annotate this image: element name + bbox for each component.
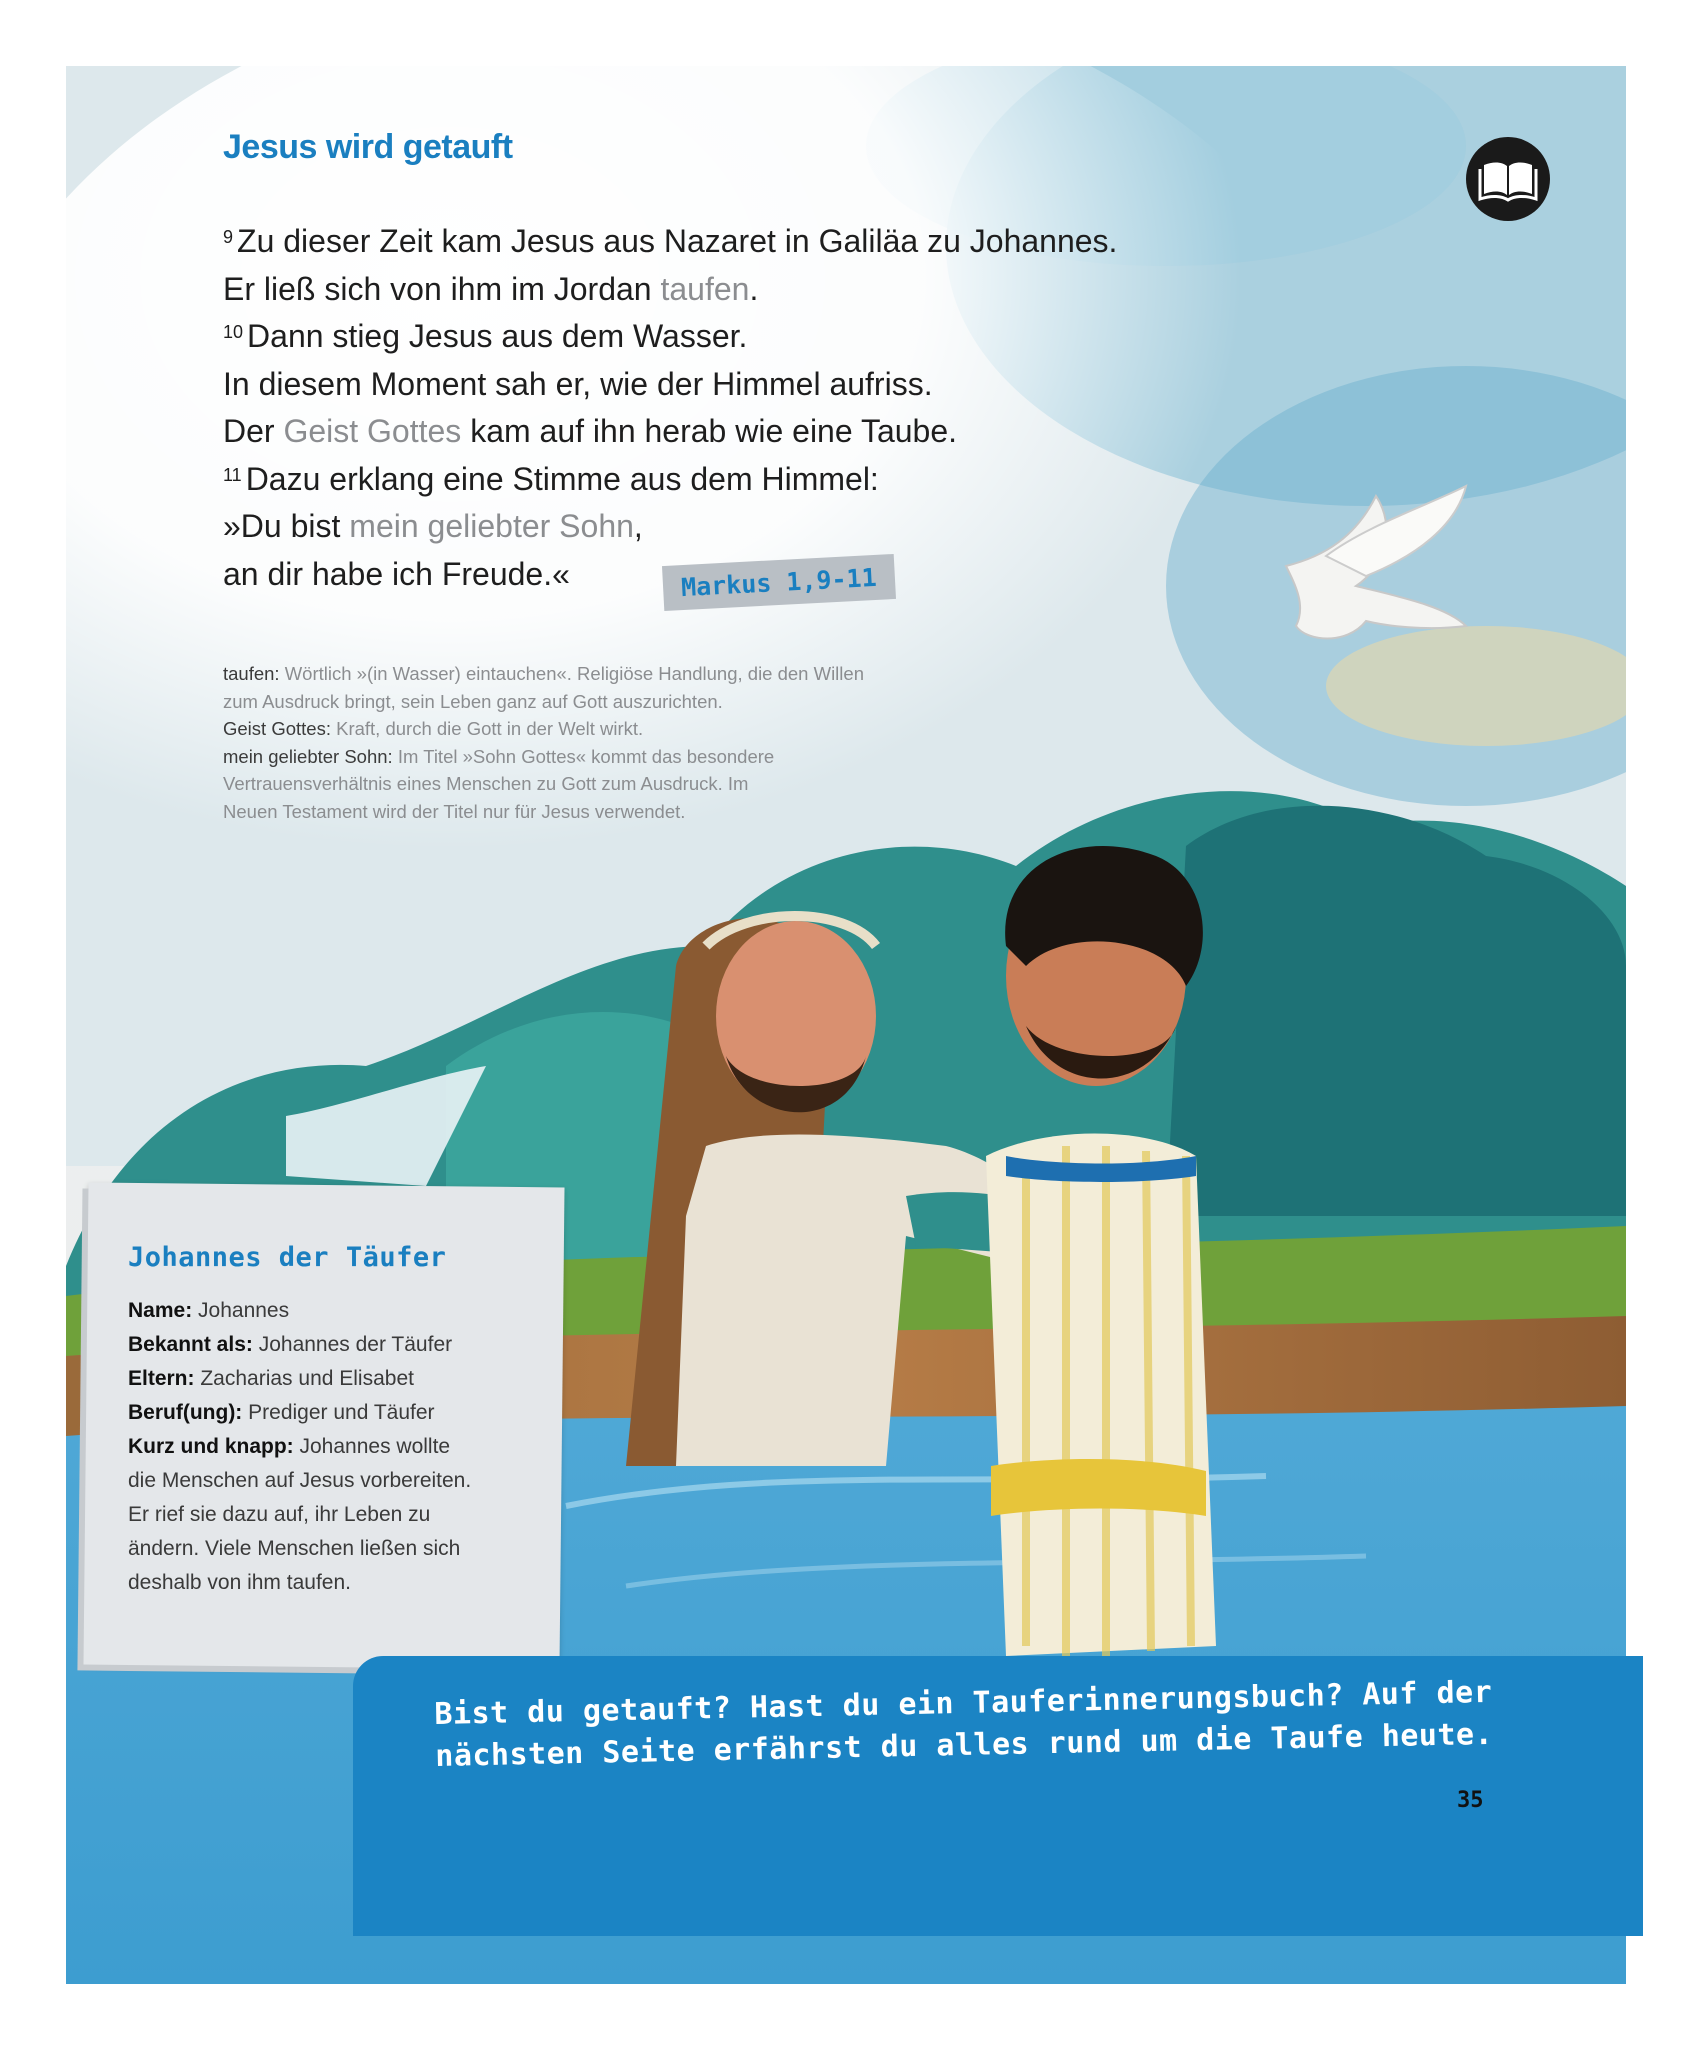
- verse-line: [223, 361, 1123, 409]
- glossary-text: zum Ausdruck bringt, sein Leben ganz auf Gott auszurichten.: [223, 690, 723, 712]
- verse-text: .: [749, 270, 759, 307]
- glossary: [223, 660, 864, 825]
- profile-value: Er rief sie dazu auf, ihr Leben zu: [128, 1503, 431, 1526]
- glossary-term: taufen:: [223, 663, 280, 684]
- glossary-term-highlight: Geist Gottes: [283, 413, 462, 449]
- verse-text: an dir habe ich Freude.«: [223, 555, 570, 592]
- profile-value: Zacharias und Elisabet: [194, 1367, 414, 1390]
- verse-text: kam auf ihn herab wie eine Taube.: [461, 413, 958, 449]
- profile-facts: [128, 1294, 548, 1600]
- glossary-line: [223, 743, 823, 771]
- banner-line: nächsten Seite erfährst du alles rund um die Taufe heute.: [434, 1716, 1494, 1774]
- profile-line: [128, 1566, 548, 1600]
- verse-text: ,: [633, 508, 643, 544]
- bible-reference: Markus 1,9-11: [662, 554, 896, 611]
- profile-label: Name:: [128, 1299, 193, 1322]
- profile-label: Eltern:: [128, 1367, 195, 1390]
- glossary-line: [223, 798, 823, 826]
- glossary-line: [223, 688, 823, 716]
- verse-text: Zu dieser Zeit kam Jesus aus Nazaret in Galiläa zu Johannes.: [237, 223, 1118, 259]
- verse-line: [223, 313, 1123, 361]
- verse-line: [223, 456, 1123, 504]
- verse-text: »Du bist: [223, 508, 350, 544]
- profile-line: [128, 1532, 548, 1566]
- profile-value: Johannes der Täufer: [252, 1333, 453, 1356]
- verse-text: Er ließ sich von ihm im Jordan: [223, 270, 661, 307]
- profile-line: [128, 1294, 548, 1328]
- glossary-term: mein geliebter Sohn:: [223, 745, 393, 767]
- verse-number: 10: [223, 322, 244, 342]
- bible-verses: [223, 218, 1123, 598]
- profile-label: Bekannt als:: [128, 1333, 253, 1356]
- glossary-line: [223, 715, 823, 743]
- verse-text: Dazu erklang eine Stimme aus dem Himmel:: [245, 460, 879, 497]
- profile-line: [128, 1328, 548, 1362]
- glossary-text: Vertrauensverhältnis eines Menschen zu Gott zum Ausdruck. Im: [223, 773, 749, 794]
- profile-line: [128, 1498, 548, 1532]
- verse-number: 9: [223, 227, 234, 247]
- profile-line: [128, 1396, 548, 1430]
- profile-value: Johannes wollte: [293, 1435, 451, 1458]
- verse-line: [223, 266, 1123, 314]
- profile-title: Johannes der Täufer: [128, 1242, 447, 1273]
- page-number: 35: [1457, 1788, 1484, 1813]
- page-title: Jesus wird getauft: [223, 128, 513, 166]
- open-book-icon: [1466, 137, 1550, 221]
- profile-value: Johannes: [192, 1299, 290, 1322]
- verse-line: [223, 218, 1123, 266]
- glossary-term-highlight: mein geliebter Sohn: [349, 508, 634, 544]
- profile-line: [128, 1464, 548, 1498]
- banner-line: Bist du getauft? Hast du ein Tauferinnerungsbuch? Auf der: [434, 1674, 1493, 1732]
- verse-line: [223, 503, 1123, 551]
- glossary-term-highlight: taufen: [660, 270, 750, 307]
- profile-label: Beruf(ung):: [128, 1401, 243, 1424]
- verse-text: In diesem Moment sah er, wie der Himmel aufriss.: [223, 365, 933, 402]
- profile-line: [128, 1362, 548, 1396]
- profile-value: deshalb von ihm taufen.: [128, 1571, 351, 1594]
- glossary-text: Wörtlich »(in Wasser) eintauchen«. Religiöse Handlung, die den Willen: [279, 663, 864, 684]
- glossary-text: Neuen Testament wird der Titel nur für Jesus verwendet.: [223, 800, 686, 822]
- glossary-line: [223, 770, 823, 798]
- verse-text: Der: [223, 413, 284, 449]
- glossary-line: [223, 660, 864, 688]
- profile-value: Prediger und Täufer: [242, 1401, 435, 1424]
- figure-jesus: [986, 846, 1216, 1656]
- verse-line: [223, 408, 1123, 456]
- glossary-text: Im Titel »Sohn Gottes« kommt das besondere: [392, 745, 775, 767]
- profile-value: die Menschen auf Jesus vorbereiten.: [128, 1469, 472, 1492]
- profile-label: Kurz und knapp:: [128, 1435, 294, 1458]
- glossary-term: Geist Gottes:: [223, 718, 331, 739]
- verse-text: Dann stieg Jesus aus dem Wasser.: [247, 318, 748, 354]
- glossary-text: Kraft, durch die Gott in der Welt wirkt.: [330, 718, 644, 739]
- verse-number: 11: [223, 464, 242, 485]
- profile-value: ändern. Viele Menschen ließen sich: [128, 1537, 461, 1560]
- profile-line: [128, 1430, 548, 1464]
